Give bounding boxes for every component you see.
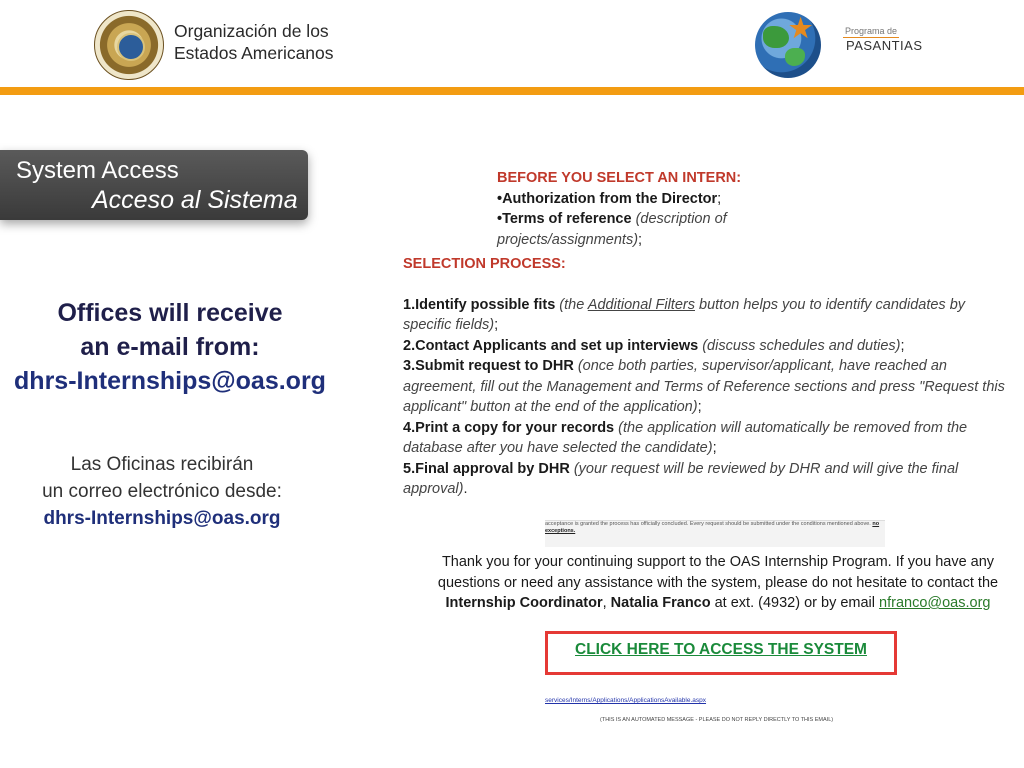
coordinator-email-link[interactable]: nfranco@oas.org <box>879 595 991 611</box>
offices-en-email: dhrs-Internships@oas.org <box>14 367 326 395</box>
coordinator-name: Natalia Franco <box>610 595 711 611</box>
selection-process-section <box>403 254 1013 500</box>
selection-heading: SELECTION PROCESS: <box>403 256 566 272</box>
snippet-bold: no exceptions. <box>545 521 880 534</box>
system-access-title-es: Acceso al Sistema <box>92 186 298 214</box>
selection-step-2 <box>403 336 1013 357</box>
additional-filters-link[interactable]: Additional Filters <box>587 296 695 313</box>
selection-step-3 <box>403 356 1013 418</box>
step2-title: 2.Contact Applicants and set up interviews <box>403 337 699 354</box>
step1-title: 1.Identify possible fits <box>403 296 556 313</box>
globe-land-shape <box>763 26 789 48</box>
thanks-comma: , <box>602 595 611 611</box>
step3-note: (once both parties, supervisor/applicant, have reached an agreement, fill out the Management and Terms of Reference sections and press "Request this applicant" button at the end of the application) <box>403 358 1005 415</box>
before-select-section <box>497 168 757 250</box>
step5-tail: . <box>463 481 468 497</box>
before-item2-text: •Terms of reference <box>497 211 632 227</box>
thanks-paragraph <box>428 552 1008 614</box>
org-name-line1: Organización de los <box>174 21 329 41</box>
automated-message-note: (THIS IS AN AUTOMATED MESSAGE - PLEASE DO NOT REPLY DIRECTLY TO THIS EMAIL) <box>600 717 834 723</box>
before-item-authorization <box>497 189 757 210</box>
step2-tail: ; <box>900 337 905 354</box>
step4-note: (the application will automatically be removed from the database after you have selected the candidate) <box>403 419 968 456</box>
coordinator-label: Internship Coordinator <box>445 595 603 611</box>
offices-es-email: dhrs-Internships@oas.org <box>43 508 281 529</box>
step3-title: 3.Submit request to DHR <box>403 358 574 374</box>
step1-pre: (the <box>555 296 588 313</box>
before-heading: BEFORE YOU SELECT AN INTERN: <box>497 170 742 186</box>
oas-seal-logo <box>94 10 164 80</box>
selection-step-4 <box>403 418 1013 459</box>
offices-notice-es <box>0 451 324 532</box>
program-label-small: Programa de <box>845 26 898 36</box>
thanks-text2: at ext. (4932) or by email <box>710 595 880 611</box>
step3-tail: ; <box>697 399 702 415</box>
program-name: PASANTIAS <box>846 38 923 53</box>
system-access-title-en: System Access <box>16 157 179 184</box>
org-name-line2: Estados Americanos <box>174 43 334 63</box>
step2-note: (discuss schedules and duties) <box>698 337 901 354</box>
before-item-terms <box>497 209 757 250</box>
step4-title: 4.Print a copy for your records <box>403 419 615 436</box>
step1-note: button helps you to identify candidates by specific fields) <box>403 296 966 333</box>
selection-step-5 <box>403 459 1013 500</box>
organization-name <box>174 20 334 64</box>
selection-step-1 <box>403 295 1013 336</box>
before-item2-note: (description of projects/assignments) <box>497 211 727 248</box>
step5-note: (your request will be reviewed by DHR and will give the final approval) <box>403 460 959 497</box>
step5-title: 5.Final approval by DHR <box>403 460 570 477</box>
offices-notice-en <box>0 296 340 398</box>
step4-tail: ; <box>712 440 717 456</box>
step1-tail: ; <box>494 317 499 333</box>
access-system-link[interactable]: CLICK HERE TO ACCESS THE SYSTEM <box>575 641 867 658</box>
program-figure-icon: ★ <box>789 14 813 44</box>
offices-es-line1: Las Oficinas recibirán <box>70 454 254 475</box>
before-item1-tail: ; <box>717 190 722 207</box>
offices-es-line2: un correo electrónico desde: <box>42 481 282 502</box>
thanks-text1: Thank you for your continuing support to the OAS Internship Program. If you have any questions or need any assistance with the system, please do not hesitate to contact the <box>437 554 999 591</box>
email-snippet <box>545 520 885 547</box>
before-item1-text: •Authorization from the Director <box>497 190 718 207</box>
offices-en-line2: an e-mail from: <box>80 333 260 361</box>
snippet-text: acceptance is granted the process has officially concluded. Every request should be submitted under the conditions mentioned above. <box>545 521 871 527</box>
header-divider-bar <box>0 87 1024 95</box>
offices-en-line1: Offices will receive <box>57 299 283 327</box>
before-item2-tail: ; <box>638 231 643 248</box>
applications-url-link[interactable]: services/Interns/Applications/ApplicationsAvailable.aspx <box>545 697 707 704</box>
internship-program-globe-icon <box>755 12 821 78</box>
spacer <box>403 275 1013 295</box>
